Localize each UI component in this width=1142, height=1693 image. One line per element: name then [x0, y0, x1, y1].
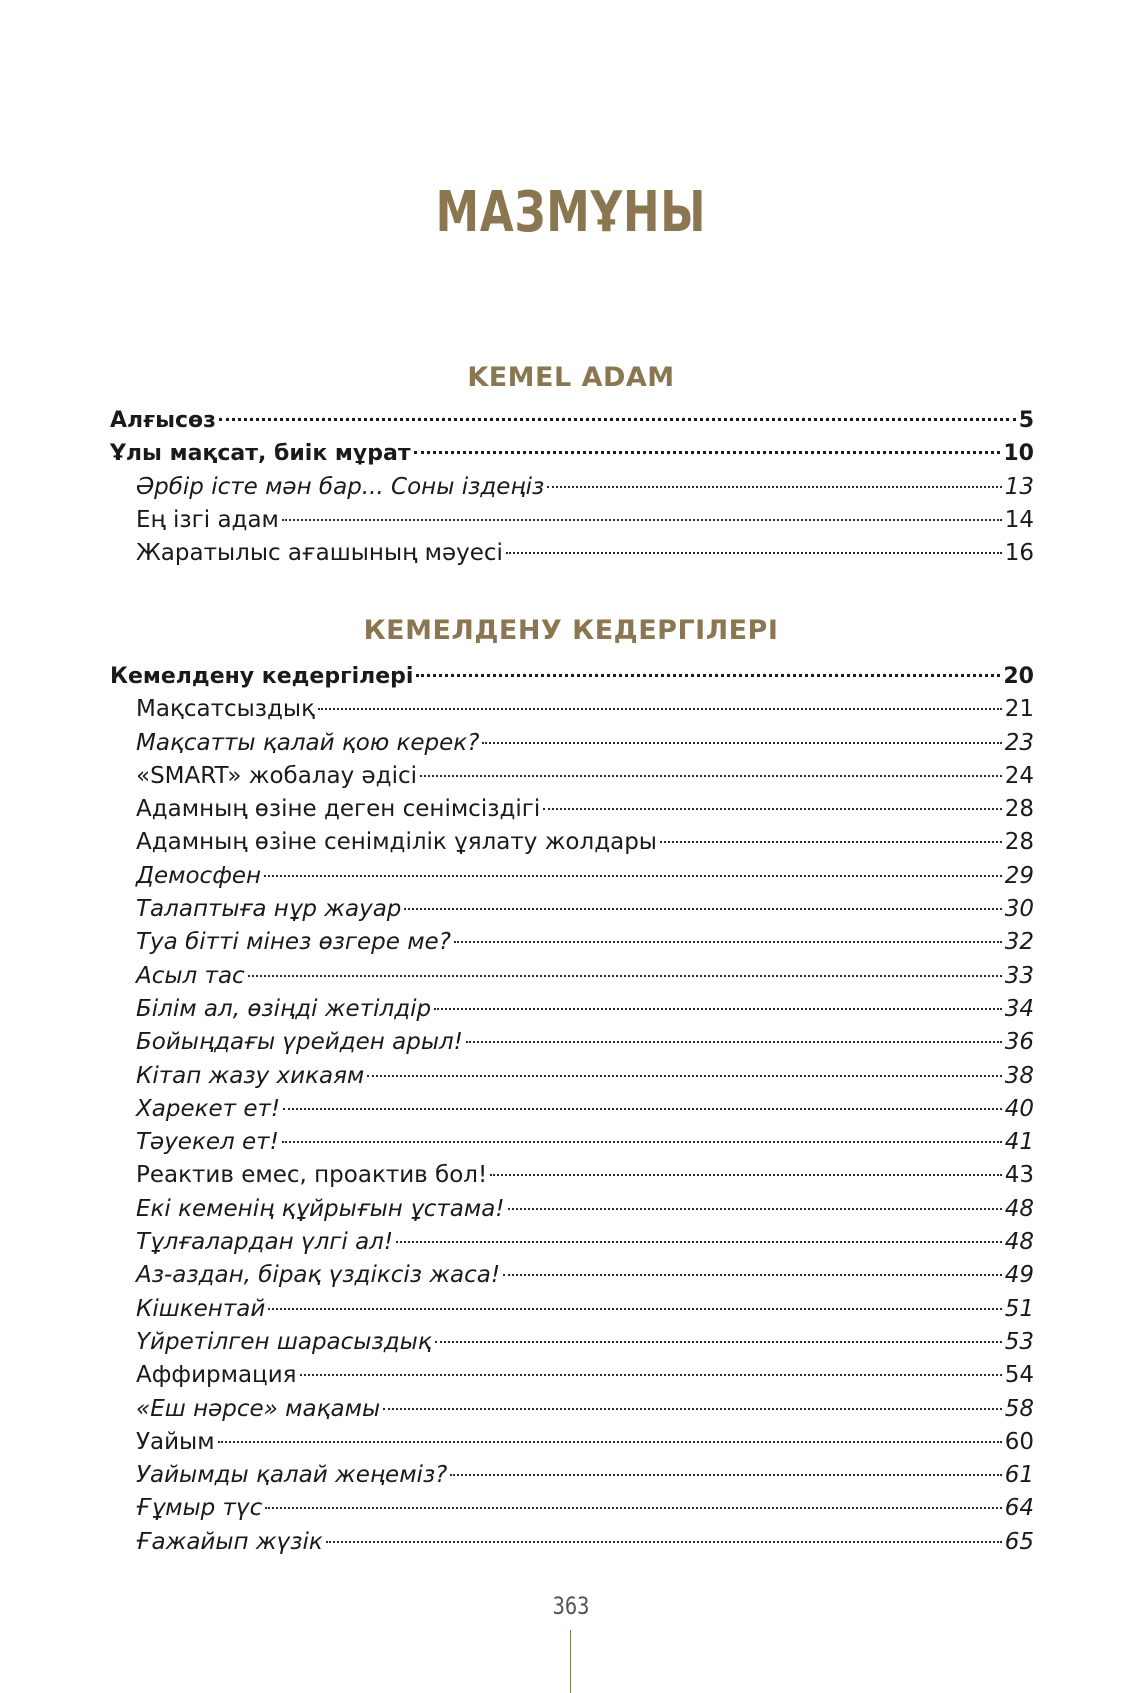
- toc-dot-leader: [219, 418, 1016, 421]
- toc-entry-page-number: 54: [1004, 1362, 1034, 1389]
- toc-dot-leader: [414, 451, 1001, 454]
- toc-entry[interactable]: [110, 1459, 1034, 1492]
- toc-entry[interactable]: [110, 926, 1034, 959]
- toc-entry[interactable]: [110, 1426, 1034, 1459]
- toc-entry-page-number: 24: [1004, 762, 1034, 789]
- toc-entry-label: Ғажайып жүзік: [136, 1528, 323, 1555]
- toc-entry-label: Білім ал, өзіңді жетілдір: [136, 995, 432, 1022]
- toc-dot-leader: [218, 1441, 1002, 1443]
- toc-entry-label: Адамның өзіне сенімділік ұялату жолдары: [136, 829, 657, 856]
- toc-entry-label: Адамның өзіне деген сенімсіздігі: [136, 796, 541, 823]
- toc-entry-label: Демосфен: [136, 862, 262, 889]
- toc-entry-page-number: 14: [1004, 506, 1034, 533]
- toc-dot-leader: [282, 1141, 1002, 1143]
- page-title: МАЗМҰНЫ: [435, 180, 707, 245]
- toc-entry-label: Екі кеменің құйрығын ұстама!: [136, 1195, 505, 1222]
- toc-dot-leader: [268, 1308, 1001, 1310]
- toc-entry[interactable]: [110, 660, 1034, 693]
- toc-dot-leader: [435, 1341, 1002, 1343]
- toc-entry[interactable]: [110, 727, 1034, 760]
- toc-entry[interactable]: [110, 1293, 1034, 1326]
- toc-dot-leader: [264, 875, 1002, 877]
- toc-entry-page-number: 21: [1004, 696, 1034, 723]
- toc-entry-label: Талаптыға нұр жауар: [136, 896, 402, 923]
- toc-entry[interactable]: [110, 1026, 1034, 1059]
- toc-entry-label: Асыл тас: [136, 962, 245, 989]
- toc-entry[interactable]: [110, 1159, 1034, 1192]
- toc-entry-page-number: 60: [1004, 1428, 1034, 1455]
- toc-entry-page-number: 10: [1003, 441, 1034, 467]
- toc-dot-leader: [404, 908, 1001, 910]
- toc-entry-label: Ғұмыр түс: [136, 1495, 263, 1522]
- toc-entry[interactable]: [110, 1226, 1034, 1259]
- toc-entry[interactable]: [110, 960, 1034, 993]
- toc-entry-page-number: 28: [1004, 796, 1034, 823]
- toc-entry-label: Кітап жазу хикаям: [136, 1062, 365, 1089]
- toc-entry[interactable]: [110, 504, 1034, 537]
- toc-entry-label: Бойыңдағы үрейден арыл!: [136, 1029, 463, 1056]
- toc-dot-leader: [383, 1408, 1002, 1410]
- toc-entry[interactable]: [110, 437, 1034, 470]
- toc-dot-leader: [367, 1075, 1001, 1077]
- toc-entry-page-number: 48: [1004, 1195, 1034, 1222]
- toc-entry[interactable]: [110, 993, 1034, 1026]
- toc-dot-leader: [300, 1374, 1002, 1376]
- toc-dot-leader: [283, 1108, 1002, 1110]
- toc-entry-page-number: 36: [1004, 1029, 1034, 1056]
- section-heading-kemeldenu-kedergileri: КЕМЕЛДЕНУ КЕДЕРГІЛЕРІ: [363, 615, 779, 646]
- toc-entry[interactable]: [110, 1193, 1034, 1226]
- toc-entry[interactable]: [110, 471, 1034, 504]
- toc-entry-label: Харекет ет!: [136, 1095, 281, 1122]
- toc-entry[interactable]: [110, 1492, 1034, 1525]
- toc-entry-label: «SMART» жобалау әдісі: [136, 762, 417, 789]
- toc-dot-leader: [503, 1274, 1002, 1276]
- toc-entry[interactable]: [110, 1093, 1034, 1126]
- toc-entry-label: Ұлы мақсат, биік мұрат: [110, 441, 411, 467]
- toc-entry-label: Аз-аздан, бірақ үздіксіз жаса!: [136, 1262, 501, 1289]
- toc-entry[interactable]: [110, 1259, 1034, 1292]
- toc-entry[interactable]: [110, 404, 1034, 437]
- toc-entry-page-number: 29: [1004, 862, 1034, 889]
- footer-rule: [570, 1630, 571, 1693]
- toc-entry-page-number: 28: [1004, 829, 1034, 856]
- toc-entry[interactable]: [110, 1326, 1034, 1359]
- toc-entry-page-number: 23: [1004, 729, 1034, 756]
- toc-entry-page-number: 33: [1004, 962, 1034, 989]
- toc-entry-label: Тұлғалардан үлгі ал!: [136, 1229, 394, 1256]
- toc-entry[interactable]: [110, 860, 1034, 893]
- toc-dot-leader: [450, 1474, 1001, 1476]
- toc-entry-label: Уайым: [136, 1428, 215, 1455]
- toc-dot-leader: [454, 941, 1002, 943]
- toc-entry-page-number: 5: [1018, 408, 1034, 433]
- toc-entry-page-number: 58: [1004, 1395, 1034, 1422]
- toc-dot-leader: [543, 808, 1002, 810]
- toc-entry[interactable]: [110, 1126, 1034, 1159]
- toc-entry-page-number: 16: [1004, 540, 1034, 567]
- toc-entry-label: Тәуекел ет!: [136, 1129, 279, 1156]
- toc-entry[interactable]: [110, 760, 1034, 793]
- toc-section-kemel-adam: [110, 404, 1034, 570]
- toc-entry-label: Реактив емес, проактив бол!: [136, 1162, 488, 1189]
- toc-dot-leader: [318, 708, 1002, 710]
- toc-dot-leader: [396, 1241, 1002, 1243]
- toc-entry[interactable]: [110, 793, 1034, 826]
- toc-dot-leader: [482, 742, 1001, 744]
- toc-entry[interactable]: [110, 1060, 1034, 1093]
- toc-dot-leader: [490, 1174, 1001, 1176]
- toc-dot-leader: [416, 674, 1000, 677]
- toc-entry-label: Жаратылыс ағашының мәуесі: [136, 540, 503, 567]
- toc-dot-leader: [506, 552, 1002, 554]
- toc-entry-page-number: 30: [1004, 896, 1034, 923]
- toc-dot-leader: [326, 1541, 1002, 1543]
- toc-dot-leader: [547, 486, 1002, 488]
- toc-entry-page-number: 40: [1004, 1095, 1034, 1122]
- toc-entry-page-number: 20: [1003, 664, 1034, 689]
- toc-entry[interactable]: [110, 1393, 1034, 1426]
- toc-entry-page-number: 64: [1004, 1495, 1034, 1522]
- section-heading-kemel-adam: KEMEL ADAM: [467, 362, 675, 393]
- toc-entry-page-number: 43: [1004, 1162, 1034, 1189]
- toc-entry-label: Ең ізгі адам: [136, 506, 279, 533]
- toc-entry-label: Үйретілген шарасыздық: [136, 1328, 432, 1355]
- toc-dot-leader: [660, 841, 1002, 843]
- toc-entry-label: Кішкентай: [136, 1295, 266, 1322]
- toc-entry-page-number: 13: [1004, 473, 1034, 500]
- toc-entry-label: Мақсатсыздық: [136, 696, 315, 723]
- toc-entry-label: Кемелдену кедергілері: [110, 664, 414, 689]
- toc-entry-page-number: 41: [1004, 1129, 1034, 1156]
- toc-dot-leader: [508, 1208, 1002, 1210]
- toc-section-kemeldenu-kedergileri: [110, 660, 1034, 1559]
- toc-entry-page-number: 48: [1004, 1229, 1034, 1256]
- toc-entry-page-number: 61: [1004, 1462, 1034, 1489]
- toc-entry-page-number: 65: [1004, 1528, 1034, 1555]
- toc-entry[interactable]: [110, 1359, 1034, 1392]
- toc-entry-page-number: 49: [1004, 1262, 1034, 1289]
- toc-entry-page-number: 51: [1004, 1295, 1034, 1322]
- toc-entry-page-number: 38: [1004, 1062, 1034, 1089]
- toc-entry-label: Туа бітті мінез өзгере ме?: [136, 929, 451, 956]
- toc-dot-leader: [265, 1507, 1002, 1509]
- toc-entry-label: Уайымды қалай жеңеміз?: [136, 1462, 448, 1489]
- toc-entry-page-number: 53: [1004, 1328, 1034, 1355]
- toc-entry[interactable]: [110, 537, 1034, 570]
- toc-entry-label: Алғысөз: [110, 408, 216, 433]
- toc-dot-leader: [282, 519, 1002, 521]
- toc-entry-page-number: 32: [1004, 929, 1034, 956]
- toc-entry-label: «Еш нәрсе» мақамы: [136, 1395, 381, 1422]
- toc-entry-label: Мақсатты қалай қою керек?: [136, 729, 480, 756]
- toc-entry[interactable]: [110, 1526, 1034, 1559]
- toc-entry-page-number: 34: [1004, 995, 1034, 1022]
- toc-dot-leader: [466, 1041, 1002, 1043]
- toc-dot-leader: [248, 975, 1002, 977]
- toc-dot-leader: [420, 775, 1002, 777]
- toc-entry[interactable]: [110, 693, 1034, 726]
- toc-entry[interactable]: [110, 893, 1034, 926]
- toc-entry-label: Әрбір істе мән бар... Соны іздеңіз: [136, 473, 545, 500]
- toc-entry[interactable]: [110, 826, 1034, 859]
- toc-entry-label: Аффирмация: [136, 1362, 297, 1389]
- page-number: 363: [552, 1592, 590, 1620]
- toc-dot-leader: [434, 1008, 1002, 1010]
